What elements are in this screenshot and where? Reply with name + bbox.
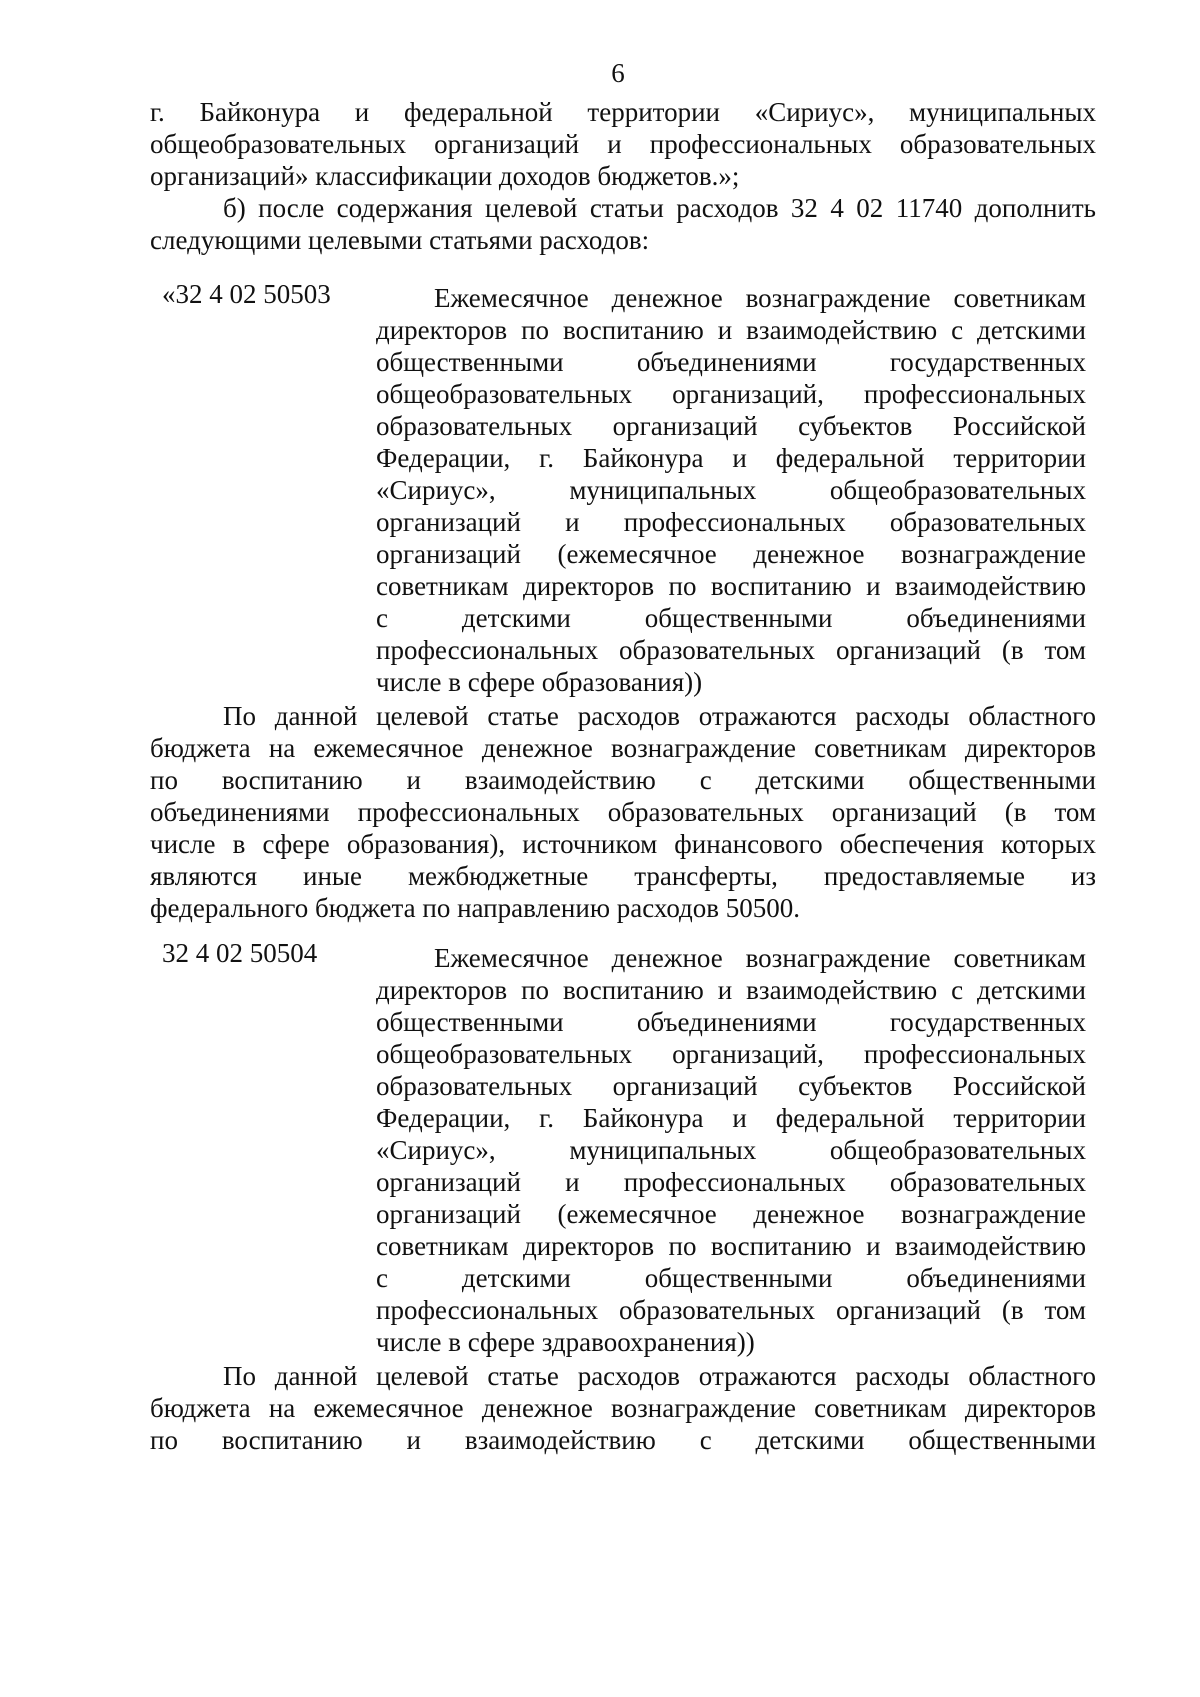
explanation-paragraph-2	[150, 1360, 1096, 1456]
expense-code-1: «32 4 02 50503	[162, 279, 331, 309]
text-line: г. Байконура и федеральной территории «Сириус», муниципальных	[150, 97, 1096, 127]
expense-description-2	[376, 942, 1086, 1358]
text-line: общественными объединениями государственных	[376, 1007, 1086, 1037]
text-line: профессиональных образовательных организаций (в том	[376, 635, 1086, 665]
text-line: общеобразовательных организаций, профессиональных	[376, 1039, 1086, 1069]
text-line: бюджета на ежемесячное денежное вознаграждение советникам директоров	[150, 733, 1096, 763]
text-line: организаций и профессиональных образовательных	[376, 1167, 1086, 1197]
expense-code-2: 32 4 02 50504	[162, 938, 318, 968]
expense-description-1	[376, 282, 1086, 698]
text-line: общественными объединениями государственных	[376, 347, 1086, 377]
text-line: советникам директоров по воспитанию и взаимодействию	[376, 571, 1086, 601]
intro-paragraph	[150, 96, 1096, 192]
text-line: объединениями профессиональных образовательных организаций (в том	[150, 797, 1096, 827]
text-line: Федерации, г. Байконура и федеральной территории	[376, 1103, 1086, 1133]
text-line: По данной целевой статье расходов отражаются расходы областного	[223, 701, 1096, 731]
text-line: директоров по воспитанию и взаимодействию с детскими	[376, 315, 1086, 345]
text-line: Ежемесячное денежное вознаграждение советникам	[434, 943, 1086, 973]
text-line: с детскими общественными объединениями	[376, 603, 1086, 633]
text-line: организаций и профессиональных образовательных	[376, 507, 1086, 537]
text-line: организаций» классификации доходов бюджетов.»;	[150, 161, 740, 191]
text-line: б) после содержания целевой статьи расходов 32 4 02 11740 дополнить	[223, 193, 1096, 223]
text-line: советникам директоров по воспитанию и взаимодействию	[376, 1231, 1086, 1261]
text-line: бюджета на ежемесячное денежное вознаграждение советникам директоров	[150, 1393, 1096, 1423]
text-line: организаций (ежемесячное денежное вознаграждение	[376, 1199, 1086, 1229]
text-line: числе в сфере здравоохранения))	[376, 1327, 755, 1357]
page-number: 6	[611, 58, 625, 88]
text-line: по воспитанию и взаимодействию с детскими общественными	[150, 765, 1096, 795]
text-line: образовательных организаций субъектов Российской	[376, 1071, 1086, 1101]
text-line: Ежемесячное денежное вознаграждение советникам	[434, 283, 1086, 313]
text-line: «Сириус», муниципальных общеобразовательных	[376, 475, 1086, 505]
text-line: «Сириус», муниципальных общеобразовательных	[376, 1135, 1086, 1165]
text-line: являются иные межбюджетные трансферты, предоставляемые из	[150, 861, 1096, 891]
text-line: организаций (ежемесячное денежное вознаграждение	[376, 539, 1086, 569]
text-line: по воспитанию и взаимодействию с детскими общественными	[150, 1425, 1096, 1455]
instruction-paragraph	[150, 192, 1096, 256]
text-line: образовательных организаций субъектов Российской	[376, 411, 1086, 441]
text-line: общеобразовательных организаций, профессиональных	[376, 379, 1086, 409]
text-line: По данной целевой статье расходов отражаются расходы областного	[223, 1361, 1096, 1391]
text-line: директоров по воспитанию и взаимодействию с детскими	[376, 975, 1086, 1005]
text-line: с детскими общественными объединениями	[376, 1263, 1086, 1293]
text-line: Федерации, г. Байконура и федеральной территории	[376, 443, 1086, 473]
text-line: общеобразовательных организаций и профессиональных образовательных	[150, 129, 1096, 159]
text-line: федерального бюджета по направлению расходов 50500.	[150, 893, 801, 923]
explanation-paragraph-1	[150, 700, 1096, 924]
text-line: числе в сфере образования))	[376, 667, 703, 697]
text-line: следующими целевыми статьями расходов:	[150, 225, 650, 255]
text-line: профессиональных образовательных организаций (в том	[376, 1295, 1086, 1325]
text-line: числе в сфере образования), источником финансового обеспечения которых	[150, 829, 1096, 859]
